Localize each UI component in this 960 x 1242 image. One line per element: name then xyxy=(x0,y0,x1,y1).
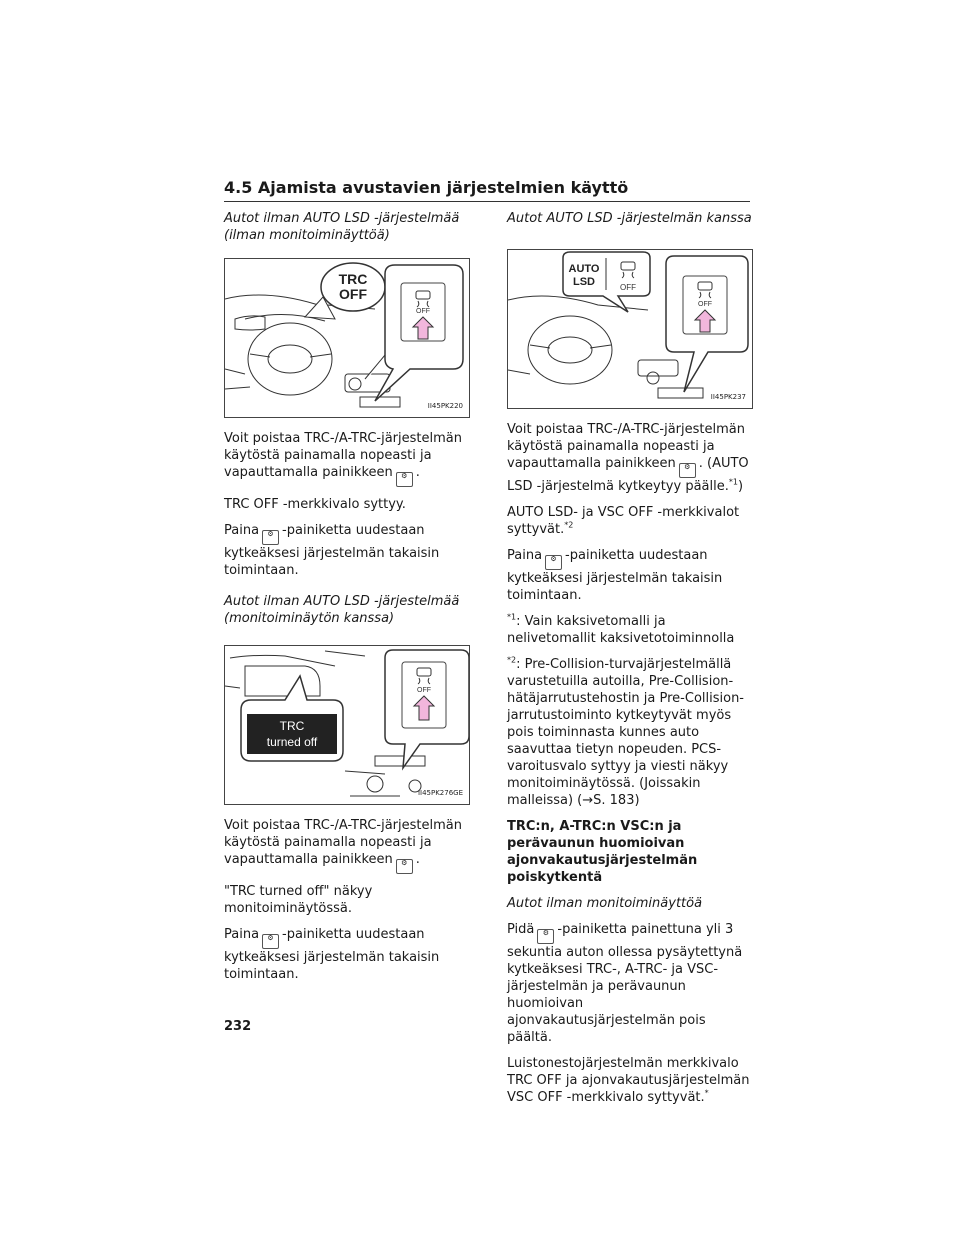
auto-lsd-label-line2: LSD xyxy=(573,276,595,288)
left-column xyxy=(224,210,470,992)
paragraph: Paina⚙ -painiketta uudestaan kytkeäksesi järjestelmän takaisin toimintaan. xyxy=(507,547,753,604)
auto-lsd-label-line1: AUTO xyxy=(568,263,600,275)
paragraph: Voit poistaa TRC-/A-TRC-järjestelmän käytöstä painamalla nopeasti ja vapauttamalla painikkeen⚙ . (AUTO LSD -järjestelmä kytkeytyy päälle.$^{*1}$) xyxy=(507,421,753,495)
trc-button-icon xyxy=(396,472,413,487)
svg-text:OFF: OFF xyxy=(698,301,712,308)
footnote-1: $^{*1}$: Vain kaksivetomalli ja nelivetomallit kaksivetotoiminnolla xyxy=(507,612,735,646)
trc-off-label-line1: TRC xyxy=(338,271,368,287)
subheading-disable-all: TRC:n, A-TRC:n VSC:n ja perävaunun huomioivan ajonvakautusjärjestelmän poiskytkentä xyxy=(507,819,698,885)
dashboard-illustration-1 xyxy=(225,259,469,417)
display-text-line1: TRC xyxy=(279,719,305,733)
trc-off-label-line2: OFF xyxy=(339,286,367,302)
paragraph: Paina⚙ -painiketta uudestaan kytkeäksesi järjestelmän takaisin toimintaan. xyxy=(224,926,470,983)
trc-button-icon xyxy=(262,530,279,545)
footnote-2: $^{*2}$: Pre-Collision-turvajärjestelmällä varustetuilla autoilla, Pre-Collision-hätäjarrutustehostin ja Pre-Collision-jarrutustoiminto kytkeytyvät myös pois toiminnasta kunnes auto saavuttaa tietyn nopeuden. PCS-varoitusvalo syttyy ja viesti näkyy monitoiminäytössä. (Joissakin malleissa) (→S. 183) xyxy=(507,655,745,808)
paragraph: Pidä⚙ -painiketta painettuna yli 3 sekuntia auton ollessa pysäytettynä kytkeäksesi TRC-, A-TRC- ja VSC-järjestelmän ja perävaunun huomioivan ajonvakautusjärjestelmän pois päältä. xyxy=(507,921,753,1046)
trc-button-icon xyxy=(545,555,562,570)
figure-trc-off-button xyxy=(224,258,470,418)
paragraph: Paina⚙ -painiketta uudestaan kytkeäksesi järjestelmän takaisin toimintaan. xyxy=(224,522,470,579)
dashboard-illustration-3 xyxy=(508,250,752,408)
trc-button-icon xyxy=(679,463,696,478)
paragraph: TRC OFF -merkkivalo syttyy. xyxy=(224,497,406,512)
section-header: 4.5 Ajamista avustavien järjestelmien käyttö xyxy=(224,178,750,202)
dashboard-illustration-2 xyxy=(225,646,469,804)
paragraph: Luistonestojärjestelmän merkkivalo TRC OFF ja ajonvakautusjärjestelmän VSC OFF -merkkivalo syttyvät.* xyxy=(507,1056,750,1105)
trc-button-icon xyxy=(396,859,413,874)
svg-text:OFF: OFF xyxy=(416,308,430,315)
subheading-no-monitor: Autot ilman monitoiminäyttöä xyxy=(507,896,703,911)
auto-lsd-off-label: OFF xyxy=(620,283,636,292)
figure-code: II45PK276GE xyxy=(417,789,463,797)
figure-code: II45PK237 xyxy=(710,393,746,401)
display-text-line2: turned off xyxy=(266,735,318,749)
subheading-with-lsd: Autot AUTO LSD -järjestelmän kanssa xyxy=(507,211,752,226)
paragraph: AUTO LSD- ja VSC OFF -merkkivalot syttyvät.$^{*2}$ xyxy=(507,505,740,537)
trc-button-icon xyxy=(262,934,279,949)
subheading-no-lsd-no-monitor: Autot ilman AUTO LSD -järjestelmää (ilman monitoiminäyttöä) xyxy=(224,211,460,243)
paragraph: Voit poistaa TRC-/A-TRC-järjestelmän käytöstä painamalla nopeasti ja vapauttamalla painikkeen⚙ . xyxy=(224,817,470,874)
subheading-no-lsd-with-monitor: Autot ilman AUTO LSD -järjestelmää (monitoiminäytön kanssa) xyxy=(224,594,460,626)
page-number: 232 xyxy=(224,1019,252,1034)
figure-auto-lsd-button xyxy=(507,249,753,409)
paragraph: "TRC turned off" näkyy monitoiminäytössä. xyxy=(224,884,373,916)
trc-button-icon xyxy=(537,929,554,944)
right-column xyxy=(507,210,753,1115)
figure-code: II45PK220 xyxy=(427,402,463,410)
figure-trc-turned-off-display xyxy=(224,645,470,805)
svg-text:OFF: OFF xyxy=(417,687,431,694)
paragraph: Voit poistaa TRC-/A-TRC-järjestelmän käytöstä painamalla nopeasti ja vapauttamalla painikkeen⚙ . xyxy=(224,430,470,487)
